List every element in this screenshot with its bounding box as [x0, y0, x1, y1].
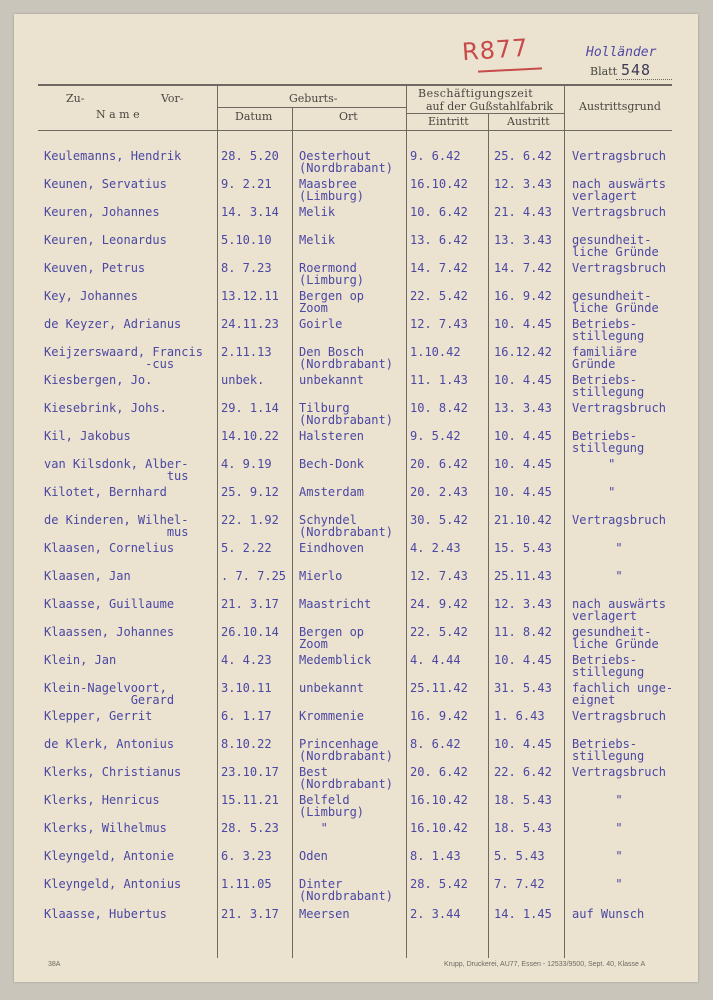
- entry-date: 16.10.42: [410, 793, 468, 807]
- birth-place: Roermond (Limburg): [299, 261, 365, 287]
- entry-date: 14. 7.42: [410, 261, 468, 275]
- person-name: Klaasen, Cornelius: [44, 541, 175, 555]
- blatt-dotted-line: [616, 79, 672, 80]
- person-name: Kil, Jakobus: [44, 429, 131, 443]
- person-name: Klaassen, Johannes: [44, 625, 175, 639]
- exit-date: 21. 4.43: [494, 205, 552, 219]
- exit-reason: Betriebs- stillegung: [572, 653, 645, 679]
- exit-reason: nach auswärts verlagert: [572, 597, 666, 623]
- header-geburts: Geburts-: [289, 92, 338, 105]
- table-row: [0, 598, 713, 628]
- table-row: [0, 878, 713, 908]
- birth-place: Maasbree (Limburg): [299, 177, 365, 203]
- exit-reason: ": [572, 569, 623, 583]
- exit-reason: Vertragsbruch: [572, 261, 666, 275]
- birth-place: Princenhage (Nordbrabant): [299, 737, 393, 763]
- person-name: Keuren, Johannes: [44, 205, 160, 219]
- exit-reason: Vertragsbruch: [572, 149, 666, 163]
- table-row: [0, 290, 713, 320]
- birth-place: Bergen op Zoom: [299, 289, 365, 315]
- birth-place: Halsteren: [299, 429, 365, 443]
- birth-date: 21. 3.17: [221, 907, 279, 921]
- table-row: [0, 318, 713, 348]
- exit-date: 10. 4.45: [494, 457, 552, 471]
- birth-date: 2.11.13: [221, 345, 272, 359]
- exit-reason: Vertragsbruch: [572, 765, 666, 779]
- birth-date: 23.10.17: [221, 765, 279, 779]
- header-name: N a m e: [96, 108, 140, 121]
- exit-date: 31. 5.43: [494, 681, 552, 695]
- entry-date: 8. 1.43: [410, 849, 461, 863]
- entry-date: 1.10.42: [410, 345, 461, 359]
- table-row: [0, 486, 713, 516]
- exit-date: 10. 4.45: [494, 737, 552, 751]
- person-name: Kiesebrink, Johs.: [44, 401, 167, 415]
- exit-date: 18. 5.43: [494, 793, 552, 807]
- birth-date: 6. 3.23: [221, 849, 272, 863]
- birth-place: Mierlo: [299, 569, 343, 583]
- person-name: Keunen, Servatius: [44, 177, 167, 191]
- birth-date: 14.10.22: [221, 429, 279, 443]
- header-ort: Ort: [339, 110, 358, 123]
- birth-place: Tilburg (Nordbrabant): [299, 401, 393, 427]
- birth-place: ": [299, 821, 328, 835]
- exit-date: 5. 5.43: [494, 849, 545, 863]
- birth-place: Medemblick: [299, 653, 372, 667]
- entry-date: 20. 6.42: [410, 765, 468, 779]
- person-name: Klerks, Christianus: [44, 765, 182, 779]
- exit-reason: familiäre Gründe: [572, 345, 638, 371]
- birth-place: Melik: [299, 205, 336, 219]
- birth-place: Bech-Donk: [299, 457, 365, 471]
- person-name: Kilotet, Bernhard: [44, 485, 167, 499]
- birth-date: . 7. 7.25: [221, 569, 287, 583]
- exit-date: 22. 6.42: [494, 765, 552, 779]
- exit-reason: Vertragsbruch: [572, 205, 666, 219]
- birth-place: Maastricht: [299, 597, 372, 611]
- birth-place: Meersen: [299, 907, 350, 921]
- exit-date: 25.11.43: [494, 569, 552, 583]
- entry-date: 28. 5.42: [410, 877, 468, 891]
- birth-place: Bergen op Zoom: [299, 625, 365, 651]
- entry-date: 24. 9.42: [410, 597, 468, 611]
- birth-place: Dinter (Nordbrabant): [299, 877, 393, 903]
- birth-date: 9. 2.21: [221, 177, 272, 191]
- person-name: Kiesbergen, Jo.: [44, 373, 153, 387]
- exit-date: 7. 7.42: [494, 877, 545, 891]
- table-row: [0, 542, 713, 572]
- entry-date: 12. 7.43: [410, 569, 468, 583]
- entry-date: 9. 6.42: [410, 149, 461, 163]
- person-name: Klaasse, Hubertus: [44, 907, 167, 921]
- blatt-label: Blatt: [590, 65, 618, 78]
- person-name: de Keyzer, Adrianus: [44, 317, 182, 331]
- entry-date: 30. 5.42: [410, 513, 468, 527]
- person-name: Klaasse, Guillaume: [44, 597, 175, 611]
- table-row: [0, 458, 713, 488]
- entry-date: 22. 5.42: [410, 289, 468, 303]
- table-row: [0, 908, 713, 938]
- birth-place: Melik: [299, 233, 336, 247]
- person-name: Klein, Jan: [44, 653, 117, 667]
- birth-date: unbek.: [221, 373, 265, 387]
- exit-reason: Betriebs- stillegung: [572, 737, 645, 763]
- exit-date: 10. 4.45: [494, 653, 552, 667]
- exit-reason: gesundheit- liche Gründe: [572, 625, 659, 651]
- table-row: [0, 822, 713, 852]
- table-row: [0, 262, 713, 292]
- table-top-rule: [38, 84, 672, 86]
- birth-date: 6. 1.17: [221, 709, 272, 723]
- header-datum: Datum: [235, 110, 273, 123]
- birth-date: 5.10.10: [221, 233, 272, 247]
- birth-place: Amsterdam: [299, 485, 365, 499]
- entry-date: 13. 6.42: [410, 233, 468, 247]
- table-row: [0, 402, 713, 432]
- header-eintritt: Eintritt: [428, 115, 469, 128]
- person-name: Klerks, Henricus: [44, 793, 160, 807]
- person-name: Key, Johannes: [44, 289, 138, 303]
- header-zu: Zu-: [66, 92, 85, 105]
- table-row: [0, 150, 713, 180]
- birth-place: Krommenie: [299, 709, 365, 723]
- entry-date: 22. 5.42: [410, 625, 468, 639]
- birth-date: 13.12.11: [221, 289, 279, 303]
- exit-date: 10. 4.45: [494, 317, 552, 331]
- exit-reason: ": [572, 541, 623, 555]
- entry-date: 4. 2.43: [410, 541, 461, 555]
- entry-date: 16. 9.42: [410, 709, 468, 723]
- footer-printer-note: Krupp, Druckerei, AU77, Essen - 12533/9500, Sept. 40, Klasse A: [444, 961, 646, 968]
- exit-reason: fachlich unge- eignet: [572, 681, 674, 707]
- table-row: [0, 626, 713, 656]
- exit-reason: Vertragsbruch: [572, 709, 666, 723]
- exit-reason: Betriebs- stillegung: [572, 317, 645, 343]
- person-name: Klepper, Gerrit: [44, 709, 153, 723]
- exit-date: 12. 3.43: [494, 597, 552, 611]
- exit-date: 14. 1.45: [494, 907, 552, 921]
- exit-date: 14. 7.42: [494, 261, 552, 275]
- exit-reason: ": [572, 457, 616, 471]
- person-name: Klaasen, Jan: [44, 569, 131, 583]
- entry-date: 8. 6.42: [410, 737, 461, 751]
- exit-reason: Vertragsbruch: [572, 401, 666, 415]
- person-name: Kleyngeld, Antonius: [44, 877, 182, 891]
- birth-place: Best (Nordbrabant): [299, 765, 393, 791]
- birth-date: 8. 7.23: [221, 261, 272, 275]
- birth-place: Den Bosch (Nordbrabant): [299, 345, 393, 371]
- birth-place: Goirle: [299, 317, 343, 331]
- person-name: van Kilsdonk, Alber- tus: [44, 457, 189, 483]
- entry-date: 16.10.42: [410, 177, 468, 191]
- header-gussstahlfabrik: auf der Gußstahlfabrik: [426, 100, 554, 113]
- person-name: de Kinderen, Wilhel- mus: [44, 513, 189, 539]
- table-row: [0, 850, 713, 880]
- header-bottom-rule: [38, 130, 672, 131]
- exit-date: 21.10.42: [494, 513, 552, 527]
- exit-reason: nach auswärts verlagert: [572, 177, 666, 203]
- birth-date: 25. 9.12: [221, 485, 279, 499]
- birth-date: 5. 2.22: [221, 541, 272, 555]
- entry-date: 20. 6.42: [410, 457, 468, 471]
- archive-stamp: R877: [461, 33, 530, 67]
- birth-date: 8.10.22: [221, 737, 272, 751]
- exit-date: 15. 5.43: [494, 541, 552, 555]
- birth-place: unbekannt: [299, 373, 365, 387]
- person-name: Keuven, Petrus: [44, 261, 146, 275]
- exit-reason: Vertragsbruch: [572, 513, 666, 527]
- exit-date: 13. 3.43: [494, 401, 552, 415]
- birth-date: 28. 5.23: [221, 821, 279, 835]
- table-row: [0, 654, 713, 684]
- header-vor: Vor-: [161, 92, 184, 105]
- exit-date: 25. 6.42: [494, 149, 552, 163]
- exit-reason: auf Wunsch: [572, 907, 645, 921]
- table-row: [0, 710, 713, 740]
- table-row: [0, 430, 713, 460]
- exit-date: 16. 9.42: [494, 289, 552, 303]
- birth-place: Belfeld (Limburg): [299, 793, 365, 819]
- entry-date: 10. 6.42: [410, 205, 468, 219]
- table-row: [0, 346, 713, 376]
- entry-date: 25.11.42: [410, 681, 468, 695]
- entry-date: 2. 3.44: [410, 907, 461, 921]
- birth-date: 21. 3.17: [221, 597, 279, 611]
- exit-date: 10. 4.45: [494, 429, 552, 443]
- exit-reason: ": [572, 485, 616, 499]
- header-austrittsgrund: Austrittsgrund: [579, 100, 661, 113]
- birth-date: 1.11.05: [221, 877, 272, 891]
- beschaeftigung-sub-rule: [407, 113, 564, 114]
- header-austritt: Austritt: [507, 115, 550, 128]
- person-name: Keuren, Leonardus: [44, 233, 167, 247]
- table-row: [0, 570, 713, 600]
- entry-date: 12. 7.43: [410, 317, 468, 331]
- exit-reason: gesundheit- liche Gründe: [572, 233, 659, 259]
- person-name: Keijzerswaard, Francis -cus: [44, 345, 203, 371]
- exit-reason: ": [572, 821, 623, 835]
- table-row: [0, 234, 713, 264]
- birth-date: 4. 9.19: [221, 457, 272, 471]
- exit-date: 12. 3.43: [494, 177, 552, 191]
- table-row: [0, 206, 713, 236]
- person-name: Klerks, Wilhelmus: [44, 821, 167, 835]
- birth-date: 29. 1.14: [221, 401, 279, 415]
- header-beschaeftigungszeit: Beschäftigungszeit: [418, 87, 534, 100]
- birth-place: Oden: [299, 849, 328, 863]
- person-name: Kleyngeld, Antonie: [44, 849, 175, 863]
- entry-date: 20. 2.43: [410, 485, 468, 499]
- exit-date: 10. 4.45: [494, 373, 552, 387]
- geburts-sub-rule: [218, 107, 406, 108]
- entry-date: 9. 5.42: [410, 429, 461, 443]
- exit-reason: ": [572, 877, 623, 891]
- entry-date: 10. 8.42: [410, 401, 468, 415]
- birth-place: Eindhoven: [299, 541, 365, 555]
- birth-date: 15.11.21: [221, 793, 279, 807]
- table-row: [0, 514, 713, 544]
- table-row: [0, 178, 713, 208]
- blatt-number: 548: [621, 61, 652, 79]
- exit-reason: Betriebs- stillegung: [572, 429, 645, 455]
- table-row: [0, 738, 713, 768]
- table-row: [0, 794, 713, 824]
- birth-date: 24.11.23: [221, 317, 279, 331]
- entry-date: 11. 1.43: [410, 373, 468, 387]
- table-row: [0, 766, 713, 796]
- person-name: Keulemanns, Hendrik: [44, 149, 182, 163]
- exit-date: 13. 3.43: [494, 233, 552, 247]
- entry-date: 16.10.42: [410, 821, 468, 835]
- birth-date: 22. 1.92: [221, 513, 279, 527]
- entry-date: 4. 4.44: [410, 653, 461, 667]
- nationality-tag: Holländer: [586, 45, 657, 60]
- exit-reason: ": [572, 849, 623, 863]
- birth-date: 3.10.11: [221, 681, 272, 695]
- exit-date: 11. 8.42: [494, 625, 552, 639]
- table-row: [0, 682, 713, 712]
- exit-date: 18. 5.43: [494, 821, 552, 835]
- exit-reason: Betriebs- stillegung: [572, 373, 645, 399]
- person-name: Klein-Nagelvoort, Gerard: [44, 681, 175, 707]
- person-name: de Klerk, Antonius: [44, 737, 175, 751]
- birth-place: Oesterhout (Nordbrabant): [299, 149, 393, 175]
- exit-date: 1. 6.43: [494, 709, 545, 723]
- exit-reason: gesundheit- liche Gründe: [572, 289, 659, 315]
- birth-date: 28. 5.20: [221, 149, 279, 163]
- birth-date: 14. 3.14: [221, 205, 279, 219]
- birth-place: Schyndel (Nordbrabant): [299, 513, 393, 539]
- exit-date: 10. 4.45: [494, 485, 552, 499]
- birth-date: 26.10.14: [221, 625, 279, 639]
- birth-date: 4. 4.23: [221, 653, 272, 667]
- exit-date: 16.12.42: [494, 345, 552, 359]
- exit-reason: ": [572, 793, 623, 807]
- footer-form-code: 38A: [48, 961, 61, 968]
- table-row: [0, 374, 713, 404]
- birth-place: unbekannt: [299, 681, 365, 695]
